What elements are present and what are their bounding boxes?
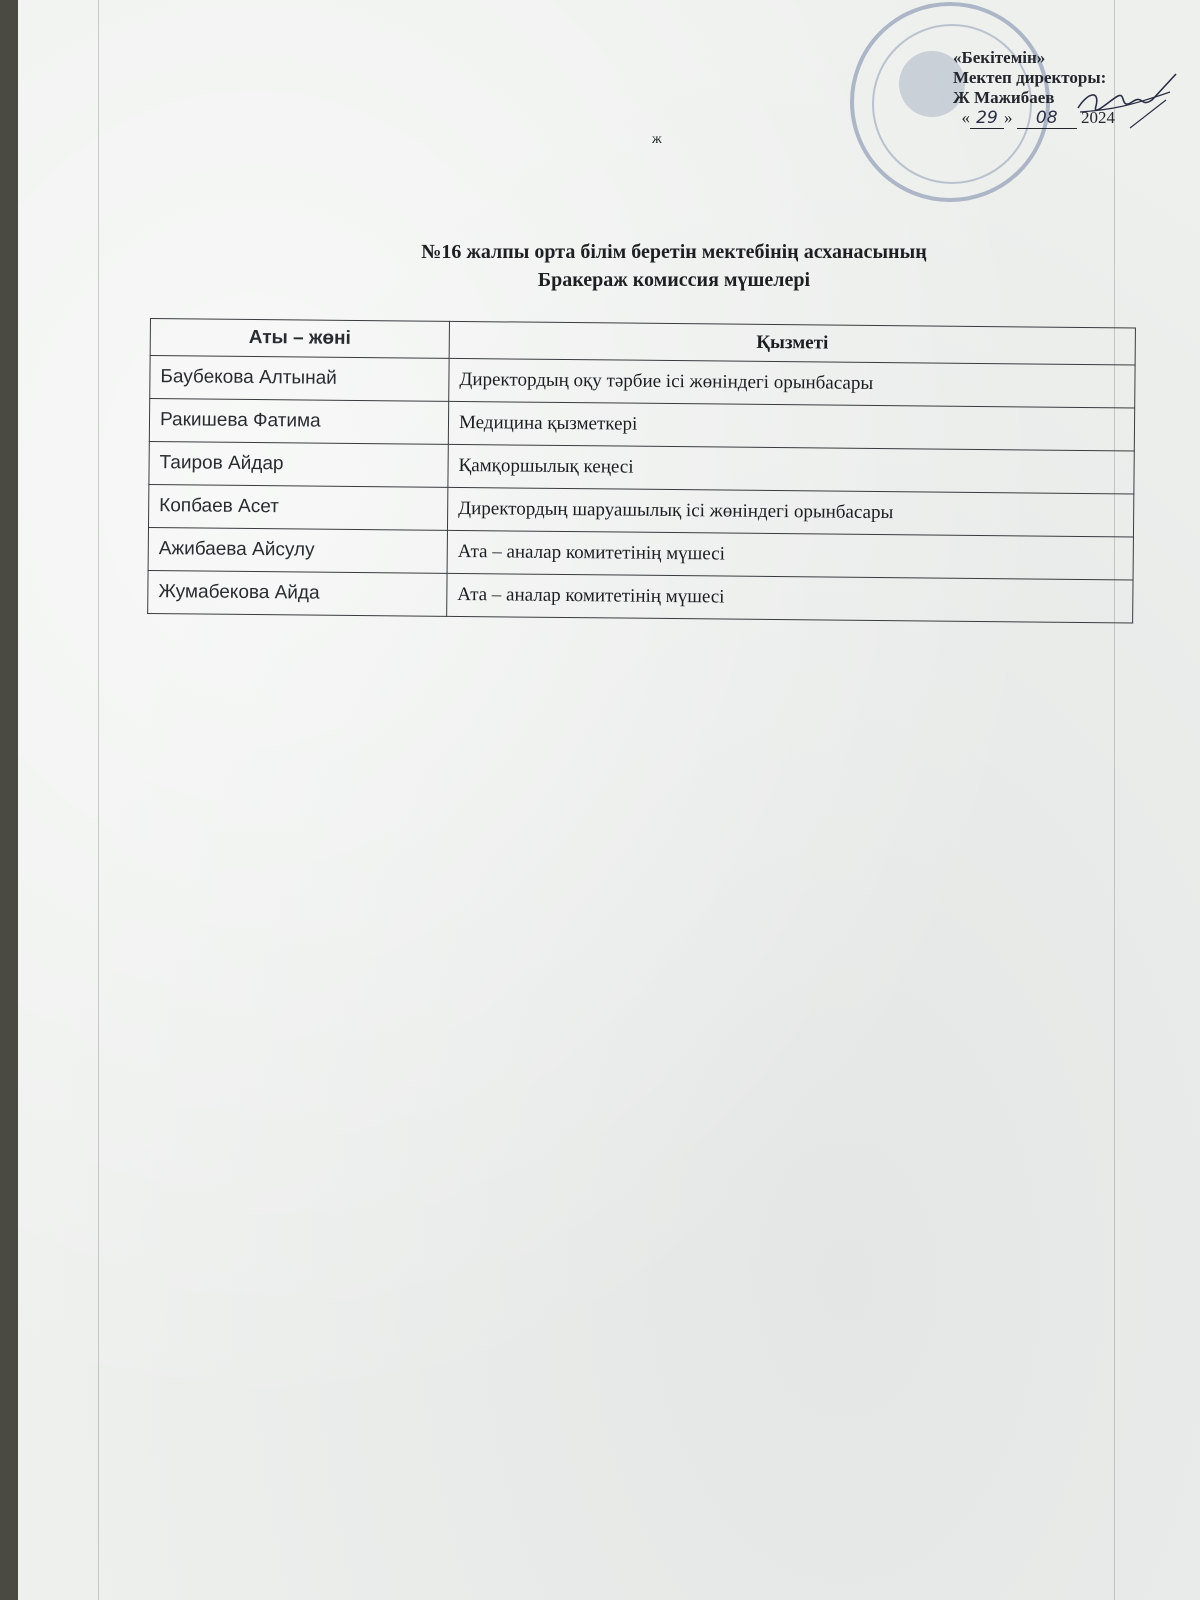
member-name: Ажибаева Айсулу	[148, 527, 447, 573]
date-day: 29	[970, 108, 1004, 129]
member-name: Ракишева Фатима	[149, 399, 448, 445]
member-role: Ата – аналар комитетінің мүшесі	[447, 530, 1133, 580]
member-name: Таиров Айдар	[149, 441, 448, 487]
commission-members-table	[147, 318, 1136, 623]
title-line-1: №16 жалпы орта білім беретін мектебінің асханасының	[421, 241, 927, 263]
date-close-quote: »	[1004, 108, 1013, 127]
approval-heading: «Бекітемін»	[953, 48, 1046, 67]
member-role: Қамқоршылық кеңесі	[448, 444, 1134, 494]
director-signature	[1070, 70, 1180, 130]
member-role: Ата – аналар комитетінің мүшесі	[447, 573, 1133, 623]
member-role: Директордың оқу тәрбие ісі жөніндегі орынбасары	[449, 358, 1135, 408]
title-line-2: Бракераж комиссия мүшелері	[537, 269, 811, 291]
member-name: Жумабекова Айда	[148, 570, 447, 616]
member-name: Копбаев Асет	[148, 484, 447, 530]
approval-director-name: Ж Мажибаев	[953, 88, 1055, 107]
table-row	[148, 570, 1133, 622]
date-open-quote: «	[961, 108, 970, 127]
member-role: Медицина қызметкері	[448, 401, 1134, 451]
document-page	[18, 0, 1200, 1600]
stray-mark: ж	[652, 132, 662, 147]
page-fold-line-left	[98, 0, 99, 1600]
date-year: 2024	[1081, 108, 1115, 127]
document-title	[314, 238, 1034, 294]
date-month: 08	[1017, 108, 1077, 129]
page-fold-line-right	[1114, 0, 1115, 1600]
column-header-role: Қызметі	[449, 321, 1135, 365]
approval-position: Мектеп директоры:	[953, 68, 1107, 87]
column-header-name: Аты – жөні	[150, 319, 449, 359]
member-name: Баубекова Алтынай	[150, 356, 449, 402]
member-role: Директордың шаруашылық ісі жөніндегі орынбасары	[447, 487, 1133, 537]
